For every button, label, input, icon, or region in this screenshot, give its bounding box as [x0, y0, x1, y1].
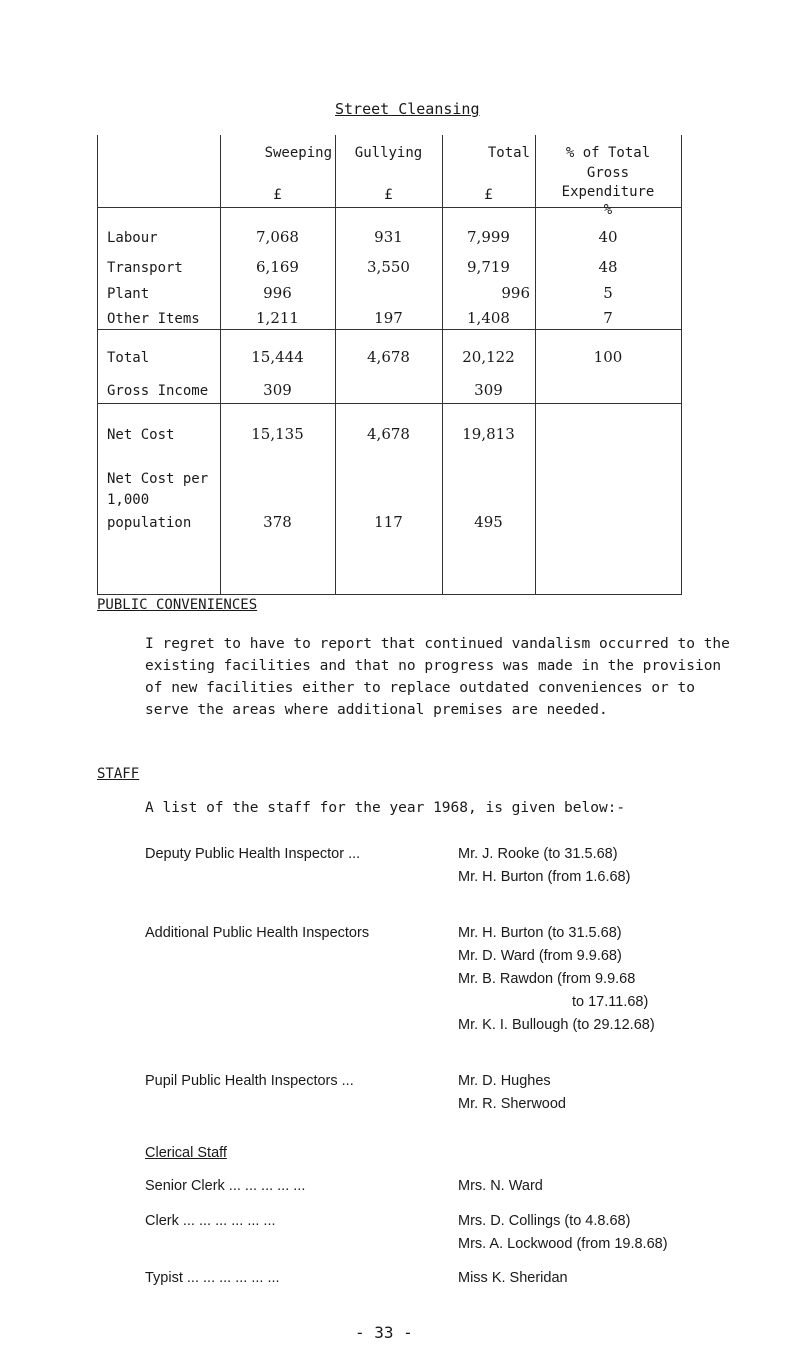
cell-total: 20,122 [462, 348, 515, 366]
staff-name: Mr. R. Sherwood [458, 1096, 566, 1112]
role-deputy: Deputy Public Health Inspector ... [145, 846, 361, 862]
section-heading-public-conveniences: PUBLIC CONVENIENCES [97, 597, 258, 613]
cell-total: 1,408 [467, 309, 510, 327]
row-label: Gross Income [107, 383, 209, 399]
header-gullying: Gullying [354, 145, 423, 161]
page-title: Street Cleansing [335, 100, 480, 118]
cell-total: 19,813 [462, 425, 515, 443]
cell-sweeping: 1,211 [256, 309, 299, 327]
table-border-bottom [97, 594, 682, 595]
row-label: 1,000 [107, 492, 150, 508]
staff-name: Mr. B. Rawdon (from 9.9.68 [458, 971, 636, 987]
cell-sweeping: 378 [263, 513, 292, 531]
role-clerk: Clerk ... ... ... ... ... ... [145, 1213, 276, 1229]
unit-gullying: £ [384, 187, 393, 203]
row-label: Labour [107, 230, 158, 246]
cell-gullying: 931 [374, 228, 403, 246]
page-number: - 33 - [355, 1323, 413, 1342]
staff-name: Mr. H. Burton (from 1.6.68) [458, 869, 631, 885]
staff-name: Miss K. Sheridan [458, 1270, 568, 1286]
cell-sweeping: 996 [263, 284, 292, 302]
cell-pct: 7 [603, 309, 613, 327]
staff-name: Mrs. A. Lockwood (from 19.8.68) [458, 1236, 668, 1252]
row-label: Total [107, 350, 150, 366]
cell-gullying: 197 [374, 309, 403, 327]
header-total: Total [487, 145, 530, 161]
clerical-staff-heading: Clerical Staff [145, 1145, 227, 1161]
header-pct-line2: Gross [586, 165, 630, 181]
unit-pct: % [603, 202, 613, 218]
cell-sweeping: 7,068 [256, 228, 299, 246]
cell-pct: 40 [598, 228, 618, 246]
cell-sweeping: 15,444 [251, 348, 304, 366]
staff-intro: A list of the staff for the year 1968, is given below:- [145, 800, 626, 816]
section-heading-staff: STAFF [97, 766, 140, 782]
table-border-left [97, 135, 98, 595]
staff-name: to 17.11.68) [572, 994, 649, 1010]
staff-name: Mr. J. Rooke (to 31.5.68) [458, 846, 618, 862]
cell-total: 309 [474, 381, 503, 399]
staff-name: Mr. K. I. Bullough (to 29.12.68) [458, 1017, 655, 1033]
role-typist: Typist ... ... ... ... ... ... [145, 1270, 280, 1286]
cell-pct: 5 [603, 284, 613, 302]
table-border-right [681, 135, 682, 595]
row-label: Plant [107, 286, 150, 302]
cell-gullying: 4,678 [367, 425, 410, 443]
cell-gullying: 3,550 [367, 258, 410, 276]
header-pct-line3: Expenditure [561, 184, 655, 200]
role-additional: Additional Public Health Inspectors [145, 925, 370, 941]
row-label: Other Items [107, 311, 200, 327]
row-label: Transport [107, 260, 183, 276]
cell-sweeping: 15,135 [251, 425, 304, 443]
cell-total: 996 [501, 284, 530, 302]
cell-pct: 100 [593, 348, 623, 366]
cell-gullying: 4,678 [367, 348, 410, 366]
cell-sweeping: 309 [263, 381, 292, 399]
staff-name: Mr. D. Hughes [458, 1073, 551, 1089]
totals-divider [97, 329, 682, 330]
row-label: Net Cost [107, 427, 175, 443]
staff-name: Mr. D. Ward (from 9.9.68) [458, 948, 622, 964]
header-sweeping: Sweeping [264, 145, 332, 161]
header-pct-line1: % of Total [565, 145, 651, 161]
cell-gullying: 117 [374, 513, 403, 531]
cell-total: 7,999 [467, 228, 510, 246]
staff-name: Mr. H. Burton (to 31.5.68) [458, 925, 622, 941]
street-cleansing-table [97, 135, 682, 595]
cell-total: 9,719 [467, 258, 510, 276]
unit-sweeping: £ [273, 187, 282, 203]
row-label: population [107, 515, 192, 531]
role-senior-clerk: Senior Clerk ... ... ... ... ... [145, 1178, 306, 1194]
role-pupil: Pupil Public Health Inspectors ... [145, 1073, 354, 1089]
staff-name: Mrs. N. Ward [458, 1178, 543, 1194]
staff-name: Mrs. D. Collings (to 4.8.68) [458, 1213, 631, 1229]
row-label: Net Cost per [107, 471, 209, 487]
cell-pct: 48 [598, 258, 618, 276]
unit-total: £ [484, 187, 493, 203]
public-conveniences-paragraph: I regret to have to report that continued vandalism occurred to the existing facilities and that no progress was made in the provision of new facilities either to replace outdated conveniences or to serve the areas where additional premises are needed. [145, 636, 730, 718]
net-divider [97, 403, 682, 404]
cell-sweeping: 6,169 [256, 258, 299, 276]
cell-total: 495 [474, 513, 503, 531]
